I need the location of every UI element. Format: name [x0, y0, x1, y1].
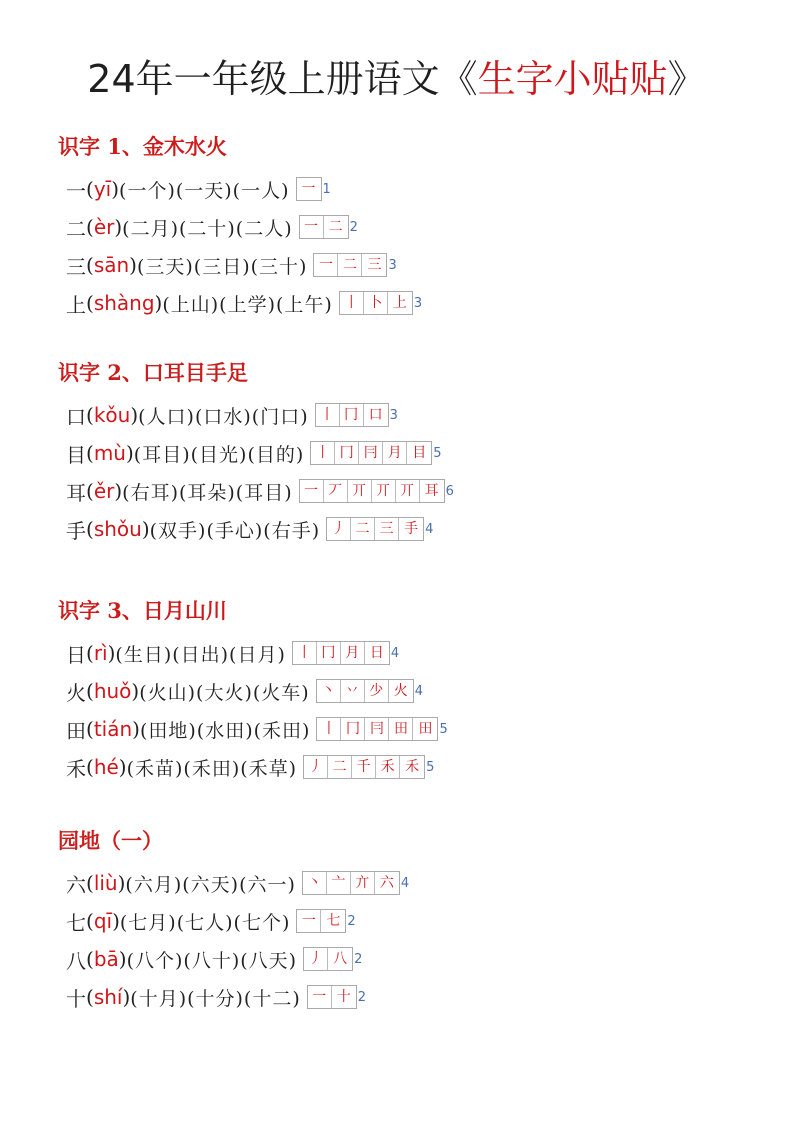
stroke-cell: [399, 518, 423, 540]
stroke-glyph: 丨: [321, 721, 336, 737]
stroke-glyph: 二: [332, 759, 347, 775]
stroke-glyph: 卜: [368, 295, 383, 311]
stroke-glyph: 少: [369, 683, 384, 699]
word-list: (耳目)(目光)(目的): [133, 443, 305, 466]
close-paren: ): [154, 291, 163, 315]
character: 日: [66, 642, 86, 667]
pinyin: shǒu: [93, 517, 142, 541]
stroke-cell: [383, 442, 407, 464]
lesson-section: [58, 596, 758, 786]
stroke-cell: [364, 404, 388, 426]
stroke-glyph: 田: [418, 721, 433, 737]
stroke-glyph: 一: [301, 913, 316, 929]
pinyin: yī: [93, 177, 112, 201]
stroke-glyph: 二: [328, 219, 343, 235]
character: 三: [66, 254, 86, 279]
character: 田: [66, 718, 86, 743]
stroke-order-grid: [299, 479, 445, 503]
character-row: [58, 710, 758, 748]
pinyin: qī: [93, 909, 113, 933]
stroke-cell: [316, 404, 340, 426]
stroke-cell: [324, 480, 348, 502]
stroke-count: 1: [322, 181, 331, 197]
character-row: [58, 748, 758, 786]
stroke-glyph: 丿: [331, 521, 346, 537]
stroke-count: 4: [414, 683, 423, 699]
character-row: [58, 170, 758, 208]
stroke-cell: [389, 718, 413, 740]
stroke-glyph: 三: [367, 257, 382, 273]
stroke-glyph: 田: [393, 721, 408, 737]
stroke-count: 4: [400, 875, 410, 891]
stroke-count: 3: [389, 407, 398, 423]
open-paren: (: [86, 253, 94, 277]
stroke-count: 4: [425, 521, 434, 537]
stroke-cell: [341, 642, 365, 664]
stroke-order-grid: [296, 909, 346, 933]
stroke-glyph: 二: [342, 257, 357, 273]
stroke-glyph: 丌: [400, 483, 415, 499]
stroke-glyph: 目: [412, 445, 427, 461]
stroke-cell: [321, 910, 345, 932]
stroke-count: 2: [354, 951, 363, 967]
stroke-glyph: 冃: [363, 445, 378, 461]
word-list: (右耳)(耳朵)(耳目): [122, 481, 293, 504]
stroke-glyph: 禾: [405, 759, 420, 775]
stroke-glyph: 冃: [369, 721, 384, 737]
character: 八: [66, 948, 86, 973]
word-list: (火山)(大火)(火车): [139, 681, 310, 704]
stroke-cell: [365, 718, 389, 740]
stroke-cell: [413, 718, 437, 740]
stroke-glyph: 日: [369, 645, 384, 661]
character-row: [58, 864, 758, 902]
character-row: [58, 208, 758, 246]
section-heading: 园地（一）: [58, 828, 163, 853]
close-paren: ): [118, 947, 127, 971]
stroke-order-grid: [302, 871, 400, 895]
stroke-count: 3: [413, 295, 423, 311]
close-paren: ): [122, 985, 131, 1009]
open-paren: (: [86, 403, 94, 427]
close-paren: ): [125, 441, 134, 465]
character: 火: [66, 680, 86, 705]
stroke-glyph: 二: [355, 521, 370, 537]
stroke-glyph: 三: [379, 521, 394, 537]
close-paren: ): [131, 679, 140, 703]
close-paren: ): [111, 177, 120, 201]
stroke-glyph: 六: [379, 875, 394, 891]
character-row: [58, 284, 758, 322]
open-paren: (: [86, 441, 94, 465]
open-paren: (: [86, 871, 94, 895]
stroke-cell: [293, 642, 317, 664]
stroke-cell: [372, 480, 396, 502]
open-paren: (: [86, 717, 94, 741]
stroke-glyph: 丿: [308, 951, 323, 967]
stroke-cell: [335, 442, 359, 464]
stroke-order-grid: [307, 985, 357, 1009]
stroke-glyph: 一: [301, 181, 316, 197]
character: 禾: [66, 756, 86, 781]
pinyin: sān: [93, 253, 130, 277]
stroke-count: 5: [433, 445, 442, 461]
open-paren: (: [86, 679, 94, 703]
open-paren: (: [86, 517, 94, 541]
stroke-cell: [328, 756, 352, 778]
character: 二: [66, 216, 86, 241]
stroke-glyph: 一: [304, 219, 319, 235]
character: 上: [66, 292, 86, 317]
stroke-count: 2: [349, 219, 358, 235]
stroke-cell: [303, 872, 327, 894]
stroke-count: 6: [445, 483, 454, 499]
word-list: (二月)(二十)(二人): [122, 217, 293, 240]
close-paren: ): [132, 717, 140, 741]
open-paren: (: [86, 479, 94, 503]
stroke-glyph: 月: [387, 445, 402, 461]
stroke-cell: [351, 872, 375, 894]
character-row: [58, 672, 758, 710]
pinyin: mù: [93, 441, 126, 465]
stroke-glyph: 千: [356, 759, 371, 775]
stroke-order-grid: [316, 717, 438, 741]
stroke-cell: [375, 518, 399, 540]
lesson-section: [58, 826, 758, 1016]
stroke-cell: [352, 756, 376, 778]
stroke-cell: [297, 910, 321, 932]
stroke-cell: [388, 292, 412, 314]
close-paren: ): [117, 871, 126, 895]
stroke-cell: [327, 518, 351, 540]
stroke-order-grid: [326, 517, 424, 541]
character: 十: [66, 986, 86, 1011]
character: 口: [66, 404, 86, 429]
word-list: (上山)(上学)(上午): [162, 293, 333, 316]
close-paren: ): [141, 517, 150, 541]
stroke-cell: [362, 254, 386, 276]
open-paren: (: [86, 291, 94, 315]
open-paren: (: [86, 947, 94, 971]
character-row: [58, 634, 758, 672]
stroke-order-grid: [313, 253, 387, 277]
stroke-cell: [317, 718, 341, 740]
stroke-cell: [400, 756, 424, 778]
stroke-glyph: 亠: [331, 875, 346, 891]
pinyin: liù: [93, 871, 118, 895]
open-paren: (: [86, 641, 94, 665]
stroke-glyph: 亣: [355, 875, 370, 891]
open-paren: (: [86, 985, 94, 1009]
close-paren: ): [130, 403, 139, 427]
character: 七: [66, 910, 86, 935]
character-row: [58, 902, 758, 940]
stroke-glyph: 丨: [320, 407, 335, 423]
pinyin: tián: [93, 717, 133, 741]
close-paren: ): [107, 641, 116, 665]
character-row: [58, 940, 758, 978]
stroke-cell: [300, 480, 324, 502]
stroke-cell: [365, 642, 389, 664]
stroke-cell: [317, 680, 341, 702]
stroke-cell: [365, 680, 389, 702]
section-heading: 识字 2、口耳目手足: [58, 360, 248, 385]
stroke-glyph: 耳: [424, 483, 439, 499]
close-paren: ): [114, 479, 123, 503]
pinyin: shí: [93, 985, 123, 1009]
stroke-glyph: 丆: [328, 483, 343, 499]
stroke-glyph: 一: [318, 257, 333, 273]
stroke-glyph: 手: [404, 521, 419, 537]
stroke-cell: [376, 756, 400, 778]
stroke-glyph: 丶: [321, 683, 336, 699]
close-paren: ): [112, 909, 120, 933]
stroke-order-grid: [316, 679, 414, 703]
stroke-cell: [304, 948, 328, 970]
word-list: (双手)(手心)(右手): [149, 519, 321, 542]
character-row: [58, 472, 758, 510]
character-row: [58, 396, 758, 434]
close-paren: ): [129, 253, 137, 277]
stroke-cell: [389, 680, 413, 702]
stroke-order-grid: [315, 403, 389, 427]
stroke-cell: [332, 986, 356, 1008]
character: 手: [66, 518, 86, 543]
stroke-glyph: 一: [304, 483, 319, 499]
word-list: (田地)(水田)(禾田): [139, 719, 311, 742]
stroke-glyph: 八: [333, 951, 348, 967]
stroke-cell: [327, 872, 351, 894]
pinyin: ěr: [93, 479, 115, 503]
character: 目: [66, 442, 86, 467]
stroke-count: 5: [426, 759, 435, 775]
stroke-order-grid: [303, 755, 425, 779]
open-paren: (: [86, 909, 94, 933]
word-list: (禾苗)(禾田)(禾草): [126, 757, 298, 780]
stroke-cell: [340, 292, 364, 314]
stroke-glyph: 禾: [380, 759, 395, 775]
stroke-order-grid: [339, 291, 413, 315]
word-list: (十月)(十分)(十二): [130, 987, 301, 1010]
stroke-cell: [311, 442, 335, 464]
stroke-order-grid: [299, 215, 349, 239]
stroke-cell: [396, 480, 420, 502]
stroke-order-grid: [310, 441, 432, 465]
open-paren: (: [86, 215, 94, 239]
stroke-glyph: 丷: [345, 683, 360, 699]
title-suffix: 》: [667, 57, 706, 101]
character-row: [58, 434, 758, 472]
word-list: (七月)(七人)(七个): [119, 911, 291, 934]
stroke-cell: [341, 680, 365, 702]
character-row: [58, 510, 758, 548]
word-list: (一个)(一天)(一人): [119, 179, 290, 202]
stroke-order-grid: [303, 947, 353, 971]
stroke-glyph: 丨: [315, 445, 330, 461]
stroke-cell: [308, 986, 332, 1008]
stroke-cell: [324, 216, 348, 238]
stroke-cell: [314, 254, 338, 276]
stroke-cell: [351, 518, 375, 540]
stroke-glyph: 丨: [297, 645, 312, 661]
stroke-glyph: 火: [393, 683, 408, 699]
stroke-glyph: 冂: [345, 721, 360, 737]
stroke-count: 2: [357, 989, 367, 1005]
stroke-cell: [375, 872, 399, 894]
word-list: (八个)(八十)(八天): [126, 949, 298, 972]
lesson-section: [58, 358, 758, 548]
open-paren: (: [86, 755, 94, 779]
character-row: [58, 978, 758, 1016]
pinyin: èr: [93, 215, 115, 239]
stroke-count: 3: [388, 257, 397, 273]
stroke-cell: [420, 480, 444, 502]
word-list: (三天)(三日)(三十): [136, 255, 308, 278]
stroke-glyph: 丿: [308, 759, 323, 775]
stroke-glyph: 冂: [321, 645, 336, 661]
stroke-glyph: 冂: [339, 445, 354, 461]
stroke-cell: [297, 178, 321, 200]
stroke-cell: [338, 254, 362, 276]
character: 耳: [66, 480, 86, 505]
word-list: (人口)(口水)(门口): [138, 405, 309, 428]
character: 六: [66, 872, 86, 897]
stroke-glyph: 七: [326, 913, 341, 929]
word-list: (生日)(日出)(日月): [115, 643, 286, 666]
stroke-glyph: 口: [368, 407, 383, 423]
word-list: (六月)(六天)(六一): [125, 873, 296, 896]
stroke-order-grid: [292, 641, 390, 665]
character: 一: [66, 178, 86, 203]
stroke-cell: [317, 642, 341, 664]
stroke-glyph: 丨: [344, 295, 359, 311]
stroke-cell: [359, 442, 383, 464]
close-paren: ): [114, 215, 123, 239]
page-title: [0, 48, 793, 103]
stroke-glyph: 上: [392, 295, 407, 311]
stroke-cell: [300, 216, 324, 238]
stroke-cell: [328, 948, 352, 970]
stroke-glyph: 冂: [344, 407, 359, 423]
lesson-section: [58, 132, 758, 322]
pinyin: shàng: [93, 291, 155, 315]
stroke-cell: [304, 756, 328, 778]
close-paren: ): [118, 755, 127, 779]
open-paren: (: [86, 177, 94, 201]
pinyin: bā: [93, 947, 119, 971]
stroke-glyph: 丌: [352, 483, 367, 499]
stroke-glyph: 丶: [307, 875, 322, 891]
stroke-glyph: 一: [312, 989, 327, 1005]
section-heading: 识字 1、金木水火: [58, 134, 227, 159]
stroke-order-grid: [296, 177, 322, 201]
title-prefix: 24年一年级上册语文《: [87, 57, 478, 101]
pinyin: hé: [93, 755, 119, 779]
stroke-glyph: 丌: [376, 483, 391, 499]
stroke-cell: [340, 404, 364, 426]
stroke-count: 4: [390, 645, 400, 661]
title-highlight: 生字小贴贴: [477, 57, 668, 101]
section-heading: 识字 3、日月山川: [58, 598, 227, 623]
pinyin: rì: [93, 641, 108, 665]
stroke-glyph: 月: [345, 645, 360, 661]
stroke-glyph: 十: [336, 989, 351, 1005]
stroke-cell: [348, 480, 372, 502]
stroke-cell: [364, 292, 388, 314]
pinyin: kǒu: [93, 403, 131, 427]
stroke-count: 2: [347, 913, 356, 929]
pinyin: huǒ: [93, 679, 132, 703]
stroke-cell: [407, 442, 431, 464]
stroke-cell: [341, 718, 365, 740]
character-row: [58, 246, 758, 284]
stroke-count: 5: [439, 721, 448, 737]
